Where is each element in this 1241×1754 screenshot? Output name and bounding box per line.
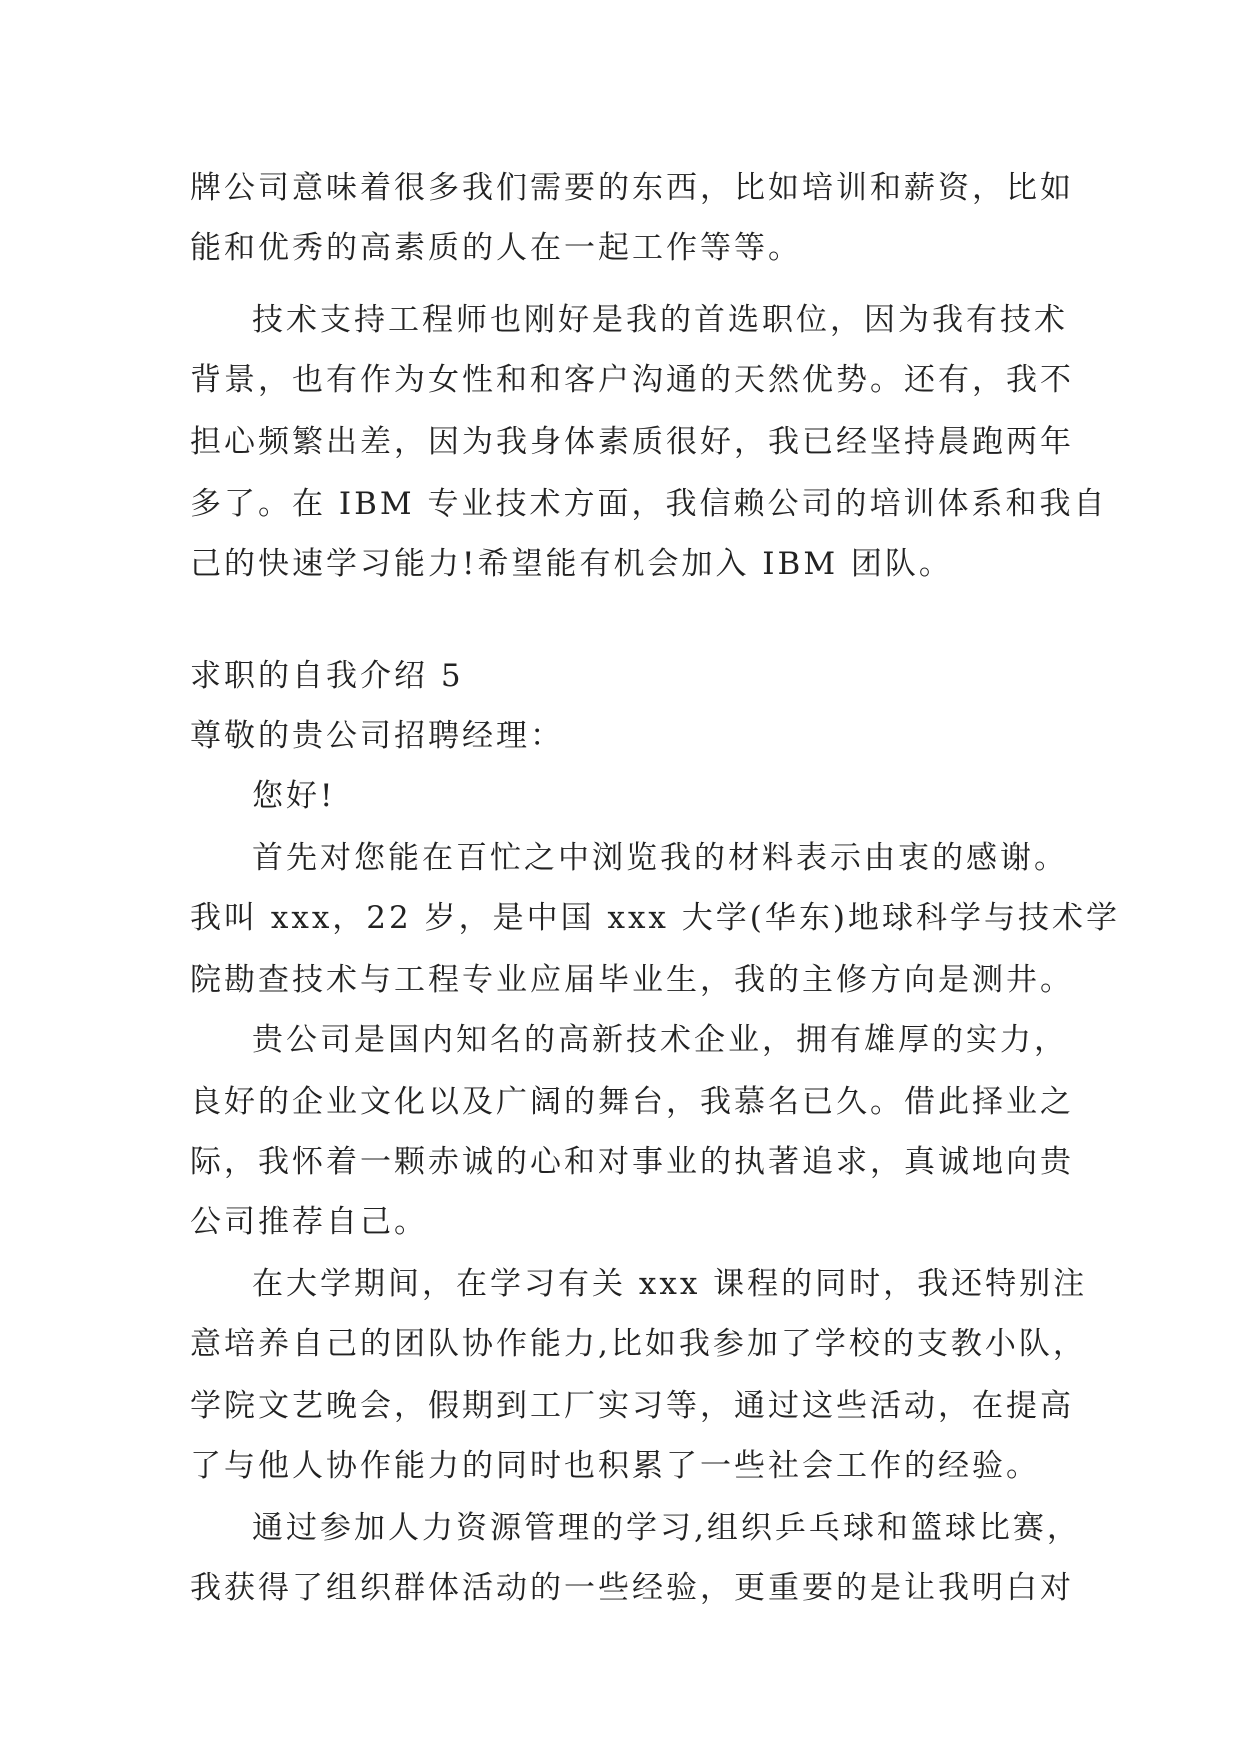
paragraph-first-line: 首先对您能在百忙之中浏览我的材料表示由衷的感谢。	[252, 840, 1068, 876]
greeting: 您好!	[252, 778, 336, 814]
text-line: 多了。在 IBM 专业技术方面，我信赖公司的培训体系和我自	[190, 486, 1108, 522]
text-line: 我叫 xxx，22 岁，是中国 xxx 大学(华东)地球科学与技术学	[190, 900, 1120, 936]
text-line: 意培养自己的团队协作能力,比如我参加了学校的支教小队，	[190, 1326, 1087, 1362]
paragraph-first-line: 通过参加人力资源管理的学习,组织乒乓球和篮球比赛，	[252, 1510, 1081, 1546]
text-line: 公司推荐自己。	[190, 1204, 428, 1240]
paragraph-first-line: 技术支持工程师也刚好是我的首选职位，因为我有技术	[252, 302, 1068, 338]
text-line: 学院文艺晚会，假期到工厂实习等，通过这些活动，在提高	[190, 1388, 1074, 1424]
text-line: 院勘查技术与工程专业应届毕业生，我的主修方向是测井。	[190, 962, 1074, 998]
text-line: 担心频繁出差，因为我身体素质很好，我已经坚持晨跑两年	[190, 424, 1074, 460]
text-line: 牌公司意味着很多我们需要的东西，比如培训和薪资，比如	[190, 170, 1074, 206]
text-line: 己的快速学习能力!希望能有机会加入 IBM 团队。	[190, 546, 953, 582]
paragraph-first-line: 在大学期间，在学习有关 xxx 课程的同时，我还特别注	[252, 1266, 1088, 1302]
text-line: 了与他人协作能力的同时也积累了一些社会工作的经验。	[190, 1448, 1040, 1484]
paragraph-first-line: 贵公司是国内知名的高新技术企业，拥有雄厚的实力，	[252, 1022, 1068, 1058]
text-line: 我获得了组织群体活动的一些经验，更重要的是让我明白对	[190, 1570, 1074, 1606]
text-line: 良好的企业文化以及广阔的舞台，我慕名已久。借此择业之	[190, 1084, 1074, 1120]
salutation: 尊敬的贵公司招聘经理：	[190, 718, 564, 754]
text-line: 能和优秀的高素质的人在一起工作等等。	[190, 230, 802, 266]
text-line: 际，我怀着一颗赤诚的心和对事业的执著追求，真诚地向贵	[190, 1144, 1074, 1180]
section-heading: 求职的自我介绍 5	[190, 658, 464, 694]
text-line: 背景，也有作为女性和和客户沟通的天然优势。还有，我不	[190, 362, 1074, 398]
